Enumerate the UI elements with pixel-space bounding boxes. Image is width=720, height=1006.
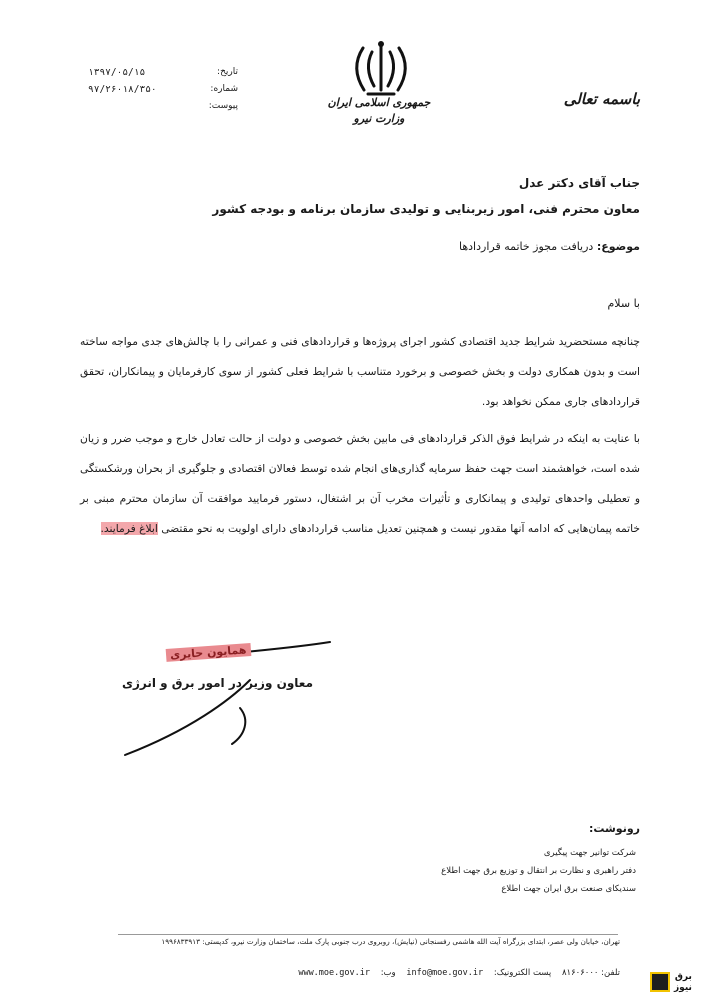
highlighted-text: ابلاغ فرمایند. bbox=[100, 522, 158, 535]
cc-item: سندیکای صنعت برق ایران جهت اطلاع bbox=[501, 884, 636, 894]
recipient-title: معاون محترم فنی، امور زیربنایی و تولیدی سازمان برنامه و بودجه کشور bbox=[212, 202, 640, 216]
watermark-logo bbox=[650, 970, 704, 996]
body-paragraph-2 bbox=[80, 424, 640, 544]
body-paragraph-1: چنانچه مستحضرید شرایط جدید اقتصادی کشور اجرای پروژه‌ها و قراردادهای فنی و عمرانی را با چالش‌های جدی مواجه ساخته است و بدون همکاری دولت و بخش خصوصی و برخورد متناسب با شرایط فعلی کشور از سوی کارفرمایان و پیمانکاران، تحقق قراردادهای جاری ممکن نخواهد بود. bbox=[80, 335, 640, 408]
footer-web-label: وب: bbox=[380, 968, 396, 978]
subject-label: موضوع: bbox=[596, 240, 640, 253]
logo-mark-icon bbox=[650, 972, 670, 992]
subject-line bbox=[459, 240, 640, 253]
footer-divider bbox=[118, 934, 618, 935]
date-value: ۱۳۹۷/۰۵/۱۵ bbox=[88, 67, 146, 78]
bismillah-heading: باسمه تعالی bbox=[563, 90, 640, 108]
handwritten-signature-icon bbox=[100, 620, 340, 770]
government-name: جمهوری اسلامی ایران bbox=[327, 96, 431, 109]
subject-text: دریافت مجوز خاتمه قراردادها bbox=[459, 240, 594, 253]
signatory-name: همایون حایری bbox=[166, 643, 251, 662]
letter-meta-values bbox=[88, 64, 168, 98]
footer-email-label: پست الکترونیک: bbox=[493, 968, 552, 978]
number-value: ۹۷/۲۶۰۱۸/۳۵۰ bbox=[88, 84, 157, 95]
cc-item: دفتر راهبری و نظارت بر انتقال و توزیع برق جهت اطلاع bbox=[441, 866, 636, 876]
footer-email[interactable]: info@moe.gov.ir bbox=[406, 968, 484, 978]
footer-address: تهران، خیابان ولی عصر، ابتدای بزرگراه آیت الله هاشمی رفسنجانی (نیایش)، روبروی درب جنوبی پارک ملت، ساختمان وزارت نیرو، کدپستی: ۱۹۹۶۸۳۳۹۱۳ bbox=[161, 937, 620, 946]
footer-phone: تلفن: ۸۱۶۰۶۰۰۰ bbox=[561, 968, 620, 978]
greeting: با سلام bbox=[607, 297, 640, 310]
date-label: تاریخ: bbox=[217, 67, 238, 77]
letter-meta-labels bbox=[178, 64, 238, 115]
cc-item: شرکت توانیر جهت پیگیری bbox=[543, 848, 636, 858]
signatory-title: معاون وزیر در امور برق و انرژی bbox=[122, 676, 314, 690]
logo-text: برق نیوز bbox=[674, 972, 692, 993]
footer-web[interactable]: www.moe.gov.ir bbox=[298, 968, 370, 978]
cc-title: رونوشت: bbox=[588, 822, 640, 835]
ministry-name: وزارت نیرو bbox=[353, 112, 405, 125]
number-label: شماره: bbox=[210, 84, 238, 94]
recipient-name: جناب آقای دکتر عدل bbox=[518, 176, 640, 190]
body-paragraph-2-text: با عنایت به اینکه در شرایط فوق الذکر قراردادهای فی مابین بخش خصوصی و دولت از حالت تعادل خارج و موجب ضرر و زیان شده است، خواهشمند است جهت حفظ سرمایه گذاری‌های انجام شده توسط فعالان اقتصادی و جلوگیری از بحران ورشکستگی و تعطیلی واحدهای تولیدی و پیمانکاری و تأثیرات مخرب آن بر اشتغال، دستور فرمایید موافقت آن سازمان محترم مبنی بر خاتمه پیمان‌هایی که ادامه آنها مقدور نیست و همچنین تعدیل مناسب قراردادهای دارای اولویت به نحو مقتضی bbox=[80, 432, 640, 535]
footer-contacts bbox=[290, 968, 620, 978]
iran-emblem-icon bbox=[346, 38, 416, 98]
attachment-label: پیوست: bbox=[208, 101, 238, 111]
